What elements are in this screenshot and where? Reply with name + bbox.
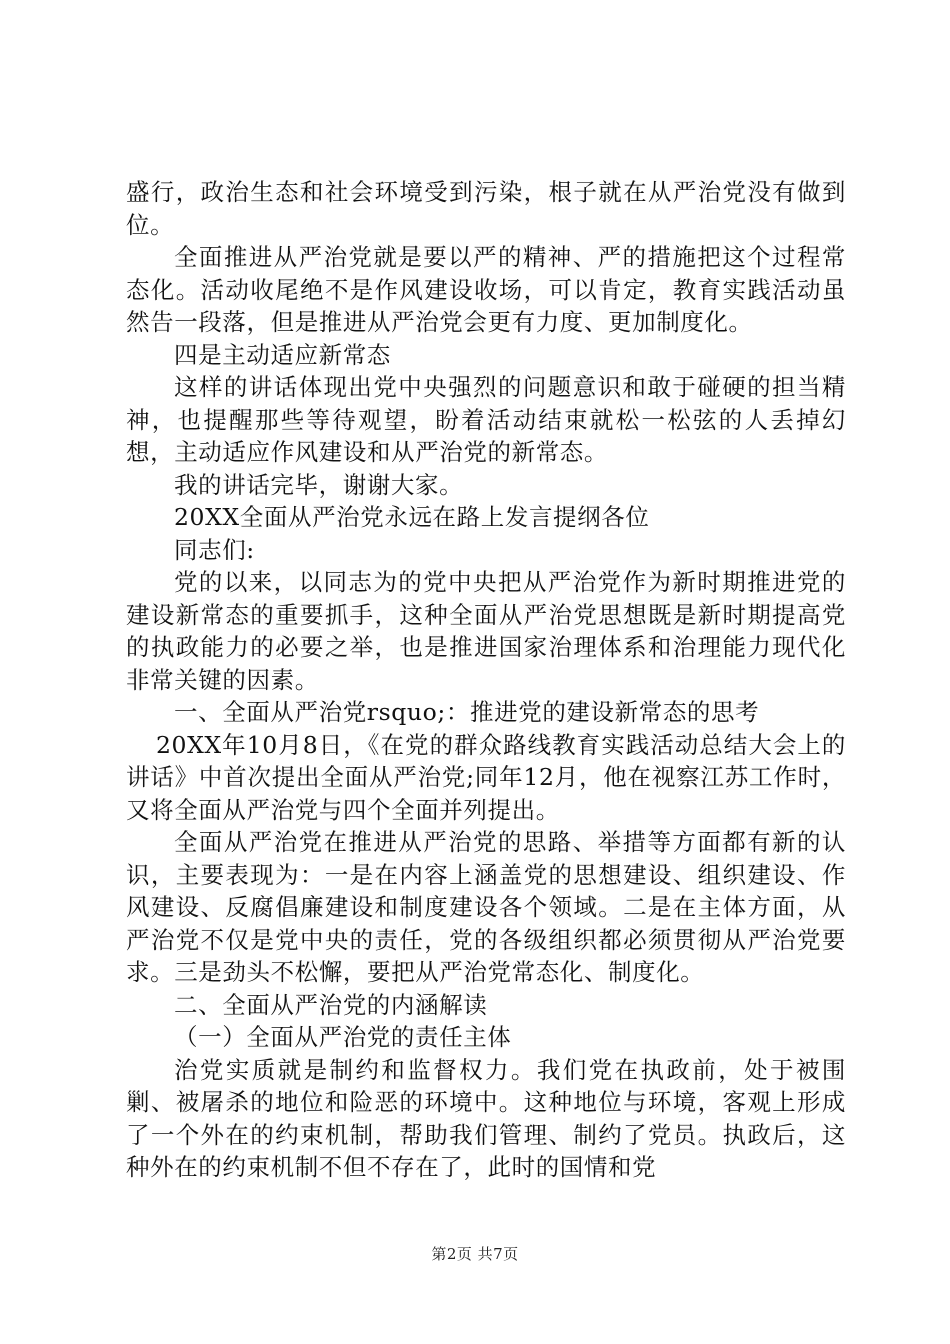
paragraph: 党的以来，以同志为的党中央把从严治党作为新时期推进党的建设新常态的重要抓手，这种全面从严治党思想既是新时期提高党的执政能力的必要之举，也是推进国家治理体系和治理能力现代化非常关键的因素。 (126, 568, 846, 694)
paragraph: 20XX年10月8日，《在党的群众路线教育实践活动总结大会上的讲话》中首次提出全面从严治党;同年12月，他在视察江苏工作时，又将全面从严治党与四个全面并列提出。 (126, 730, 846, 824)
paragraph: 全面从严治党在推进从严治党的思路、举措等方面都有新的认识，主要表现为：一是在内容上涵盖党的思想建设、组织建设、作风建设、反腐倡廉建设和制度建设各个领域。二是在主体方面，从严治党不仅是党中央的责任，党的各级组织都必须贯彻从严治党要求。三是劲头不松懈，要把从严治党常态化、制度化。 (126, 828, 846, 986)
section-heading: 一、全面从严治党rsquo;：推进党的建设新常态的思考 (174, 698, 760, 726)
document-title: 20XX全面从严治党永远在路上发言提纲各位 (174, 503, 650, 531)
paragraph: 盛行，政治生态和社会环境受到污染，根子就在从严治党没有做到位。 (126, 178, 846, 239)
page-number-footer: 第2页 共7页 (431, 1245, 519, 1263)
document-body (126, 176, 846, 1184)
paragraph: 这样的讲话体现出党中央强烈的问题意识和敢于碰硬的担当精神，也提醒那些等待观望，盼着活动结束就松一松弦的人丢掉幻想，主动适应作风建设和从严治党的新常态。 (126, 373, 846, 466)
section-heading: 四是主动适应新常态 (174, 340, 391, 369)
subsection-heading: （一）全面从严治党的责任主体 (174, 1023, 512, 1051)
paragraph: 我的讲话完毕，谢谢大家。 (174, 470, 464, 499)
salutation: 同志们: (174, 535, 255, 564)
paragraph: 全面推进从严治党就是要以严的精神、严的措施把这个过程常态化。活动收尾绝不是作风建设收场，可以肯定，教育实践活动虽然告一段落，但是推进从严治党会更有力度、更加制度化。 (126, 243, 846, 336)
section-heading: 二、全面从严治党的内涵解读 (174, 990, 488, 1019)
paragraph: 治党实质就是制约和监督权力。我们党在执政前，处于被围剿、被屠杀的地位和险恶的环境中。这种地位与环境，客观上形成了一个外在的约束机制，帮助我们管理、制约了党员。执政后，这种外在的约束机制不但不存在了，此时的国情和党 (126, 1055, 846, 1181)
